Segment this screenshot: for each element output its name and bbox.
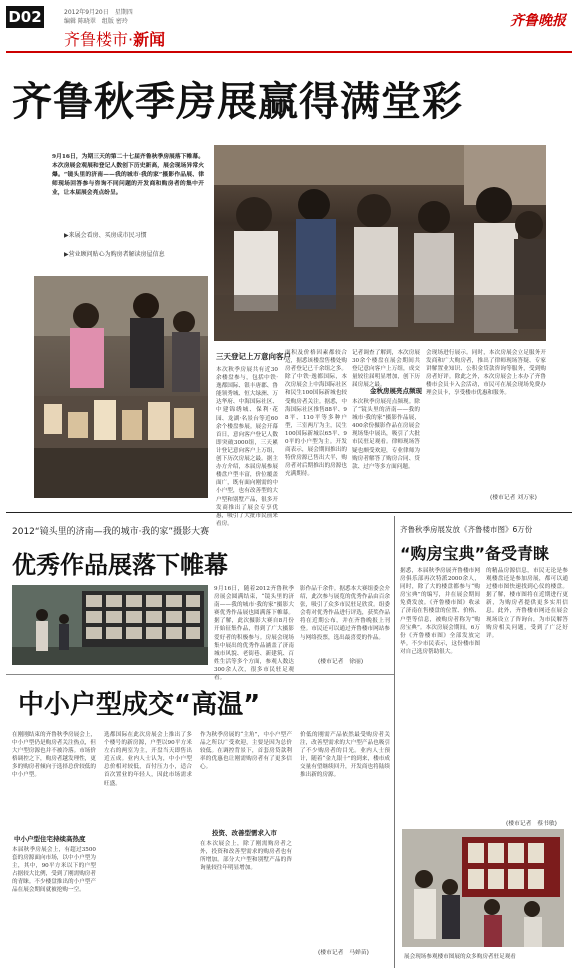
- small-units-headline: 中小户型成交“高温”: [18, 690, 261, 720]
- guide-col-1: 据悉，本届秋季房展齐鲁楼市网房俱乐部再次特派2000余人，同时，除了大的楼盘都参与“购房宝典”的编写，并在展会期间免费发放。《齐鲁楼市图》收录了济南在售楼盘的位置、价格、户型等信息，被购房者称为“购房宝典”。本次房展会期间，6万份《齐鲁楼市图》全部发放完毕。不少市民表示，这份楼市图对自己选房帮助很大。: [400, 568, 480, 655]
- lead-intro: 9月16日，为期三天的第二十七届齐鲁秋季房展落下帷幕。本次房展会观展和登记人数创下历史新高，展会现场异常火爆。“镜头里的济南——我的城市·我的家”摄影作品展、律师现场回答参与咨询不同问题的开发商和购房者的集中开业，让本届展会亮点纷呈。: [52, 154, 204, 196]
- small-units-col-3b: 在本次展会上，除了刚需购房者之外，投资和改善型需求的购房者也有所增加。部分大户型和别墅产品的咨询量较往年明显增加。: [200, 841, 292, 872]
- small-units-col-1-subhead: 中小户型住宅持续高热度: [14, 835, 86, 843]
- guide-photo-caption: 展会现场参观楼市图展的众多购房者驻足观看: [404, 954, 516, 960]
- page-number: D02: [6, 6, 44, 28]
- date-line: 2012年9月20日 星期四: [64, 9, 133, 16]
- guide-photo-illustration: [402, 829, 564, 947]
- guide-col-2: 的精品房源信息，市民无论是参观楼盘还是参加房展，都可以通过楼市图快速找到心仪的楼盘。据了解，楼市图将在近期进行更新，为购房者提供更多实用信息。此外，齐鲁楼市网还在展会现场设立了咨询台，为市民解答购房相关问题，受到了广泛好评。: [486, 568, 568, 639]
- lead-headline: 齐鲁秋季房展赢得满堂彩: [12, 79, 463, 125]
- model-photo-illustration: [34, 276, 208, 498]
- lead-col-1: 本次秋季房展共有近30余楼盘参与，包括中铁·逸都国际、银丰唐郡、鲁能领秀城、恒大绿洲、万达华府、中海国际社区、中建锦绣城、保利·花园、龙湖·名景台等近60余个楼盘参展。展会开幕首日，意向客户登记人数即突破3000组，三天累计登记意向客户上万组，创下历次房展之最。据主办方介绍，本届房展参展楼盘户型丰富，价位覆盖面广，既有面向刚需的中小户型，也有改善型的大户型和别墅产品，很多开发商推出了展会专享优惠，吸引了大批市民前来看房。: [216, 367, 278, 527]
- section-name: 齐鲁楼市: [64, 30, 129, 49]
- contest-bottom-rule: [6, 674, 394, 675]
- right-column-divider: [394, 516, 395, 968]
- contest-col-1: 9月16日，随着2012齐鲁秋季房展会圆满结束，“镜头里的济南——我的城市·我的家”摄影大赛优秀作品展也圆满落下帷幕。据了解，此次摄影大赛自8月份开始征集作品，得到了广大摄影爱好者的积极参与。房展会现场集中展出的优秀作品涵盖了济南城市风貌、老街巷、新建筑、百姓生活等多个方面，参观人数达300余人次，很多市民驻足观看。: [214, 586, 294, 682]
- contest-col-2: 影作品千余件。据悉本大赛组委会介绍，此次参与展览的优秀作品由百余张，吸引了众多市民驻足欣赏。组委会将对优秀作品进行评选，获奖作品将在近期公布，并在齐鲁晚报上刊登。市民还可以通过齐鲁楼市网站参与网络投票，选出最喜爱的作品。: [300, 586, 390, 641]
- lead-bullet-2: ▶营业顾问贴心为购房者解读房屋信息: [64, 251, 165, 258]
- lead-photo-model: [34, 276, 208, 498]
- lead-col-3b: 本次秋季房展亮点频现。除了“镜头里的济南——我的城市·我的家”摄影作品展，400余份摄影作品在房展会现场集中展出，吸引了大批市民驻足观看。律师现场答疑也颇受欢迎，专业律师为购房者解答了购房合同、贷款、过户等多方面问题。: [352, 399, 420, 470]
- lead-col-3: 记者调查了解到，本次房展30余个楼盘在展会期间共登记意向客户上万组，成交量较往届明显增加，创下历届房展之最。: [352, 350, 420, 389]
- lead-photo-crowd: [214, 145, 546, 341]
- small-units-col-2: 选都国际在此次房展会上推出了多个楼号的新房源，户型以90平方米左右的两室为主，开盘当天即售出近五成。业内人士认为，中小户型总价相对较低，首付压力小，适合首次置业的年轻人，因此市场需求旺盛。: [104, 732, 192, 787]
- lead-col-4: 会现场进行展示。同时，本次房展会立足服务开发商和广大购房者，推出了律师现场答疑、专家讲解置业知识、公积金贷款咨询等服务，受到购房者好评。除此之外，本次房展会上本办了齐鲁楼市会员卡入会活动，市民可在展会现场免费办理会员卡，享受楼市优惠和服务。: [426, 350, 546, 397]
- small-units-col-4: 价低的刚需产品依然最受购房者关注，改善型需求的大户型产品也吸引了不少购房者的目光。业内人士预计，随着“金九银十”的到来，楼市成交量有望继续回升，开发商也将陆续推出新的房源。: [300, 732, 390, 779]
- lead-bottom-rule: [6, 512, 572, 513]
- guide-byline: (楼市记者 蔡书敏): [506, 821, 557, 827]
- guide-photo: [402, 829, 564, 947]
- crowd-photo-illustration: [214, 145, 546, 341]
- lead-bullet-1: ▶来展会看房、买房成市民习惯: [64, 232, 147, 239]
- section-sub: 新闻: [133, 30, 166, 49]
- guide-kicker: 齐鲁秋季房展发放《齐鲁楼市图》6万份: [400, 525, 533, 534]
- small-units-col-3: 作为秋季房展的“主角”，中小户型产品之所以广受欢迎，主要是因为总价较低。在调控背景下，首套房贷款利率的优惠也让刚需购房者有了更多信心。: [200, 732, 292, 771]
- small-units-col-1: 在刚刚结束的齐鲁秋季房展会上，中小户型仍是购房者关注热点，但大户型房源也并不被冷落。市场价格调控之下，购房者越发理性，更多的购房者倾向于选择总价较低的中小户型。: [12, 732, 96, 779]
- section-separator: ·: [128, 30, 134, 49]
- section-title: [64, 27, 165, 50]
- contest-byline: (楼市记者 徐丽): [318, 659, 364, 665]
- small-units-col-3-subhead: 投资、改善型需求入市: [212, 829, 277, 837]
- lead-byline: (楼市记者 刘万家): [490, 495, 537, 501]
- header-rule: [6, 51, 572, 53]
- lead-photo-caption: 三天登记上万意向客户: [216, 352, 291, 361]
- contest-photo: [12, 585, 208, 665]
- small-units-byline: (楼市记者 马婵苗): [318, 950, 369, 956]
- lead-col-3-subhead: 金秋房展亮点频现: [370, 387, 422, 395]
- small-units-col-1b: 本届秋季房展会上，有超过3500套的房源面向市场，以中小户型为主，其中，90平方米以下的户型占据较大比例，受到了刚需购房者的青睐。不少楼盘推出的小户型产品在展会期间就被抢购一空。: [12, 847, 96, 894]
- editor-line: 编辑 陈晓翠 组版 密玲: [64, 18, 128, 25]
- contest-kicker: 2012“镜头里的济南—我的城市·我的家”摄影大赛: [12, 527, 210, 537]
- contest-headline: 优秀作品展落下帷幕: [12, 551, 228, 579]
- lead-col-2: 面积及价格因素都较合适，据悉该楼盘售楼处购房者登记已千余组之多。除了中铁·逸都国际，本次房展会上中海国际社区和民生100国际新城也较受购房者关注。据悉，中海国际社区推售88平、98平、110平等多种户型，三室两厅为主，民生100国际新城以65平、90平的小户型为主。开发商表示，展会期间推出的特价房源已售出大半，购房者对后期推出的房源也充满期待。: [285, 350, 347, 478]
- newspaper-logo: 齐鲁晚报: [510, 13, 566, 29]
- guide-headline: “购房宝典”备受青睐: [400, 544, 550, 563]
- exhibition-photo-illustration: [12, 585, 208, 665]
